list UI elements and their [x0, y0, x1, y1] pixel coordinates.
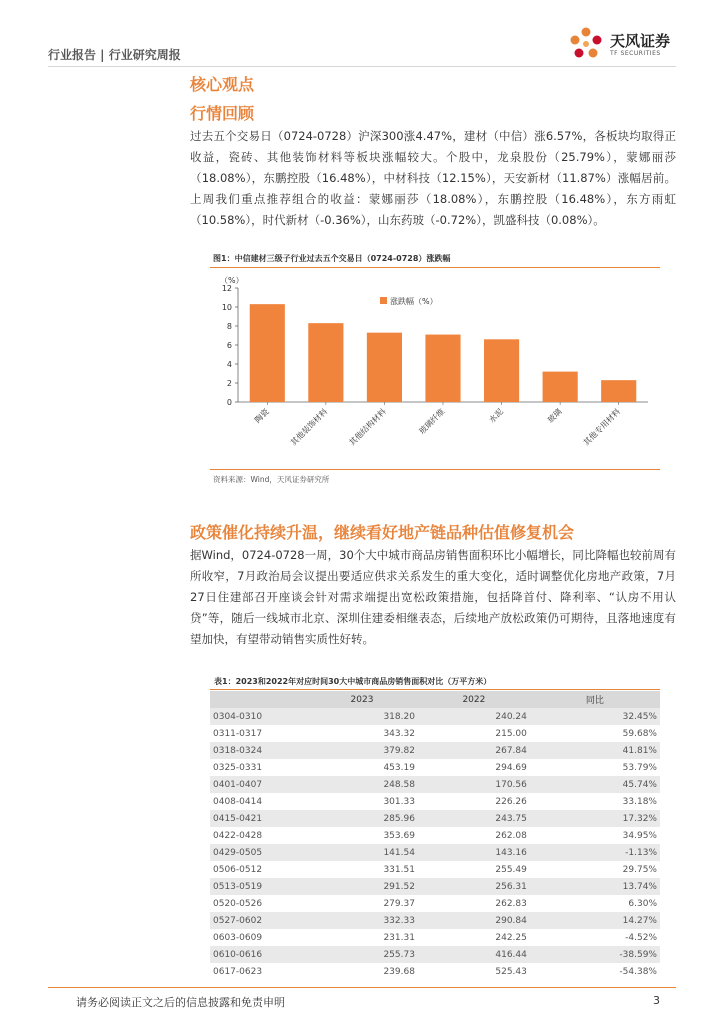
table-cell: 0527-0602: [210, 912, 306, 929]
table-cell: 141.54: [306, 844, 418, 861]
table-header-cell: 同比: [530, 691, 660, 708]
table-cell: 0603-0609: [210, 929, 306, 946]
sales-area-table: [210, 691, 660, 980]
table-row: [210, 793, 660, 810]
bar-3: [425, 335, 460, 402]
table-cell: 267.84: [418, 742, 530, 759]
table-cell: 231.31: [306, 929, 418, 946]
table-cell: 14.27%: [530, 912, 660, 929]
y-tick-label: 6: [226, 341, 232, 350]
figure-source: 资料来源：Wind，天风证券研究所: [213, 475, 330, 484]
legend-label: 涨跌幅（%）: [390, 297, 438, 306]
bar-2: [367, 333, 402, 402]
table-cell: 17.32%: [530, 810, 660, 827]
table-header-cell: [210, 691, 306, 708]
table-cell: 262.83: [418, 895, 530, 912]
table-row: [210, 810, 660, 827]
table-cell: 29.75%: [530, 861, 660, 878]
table-cell: 255.49: [418, 861, 530, 878]
table-cell: 0617-0623: [210, 963, 306, 980]
table-cell: 226.26: [418, 793, 530, 810]
table-header-row: [210, 691, 660, 708]
table-caption: 表1：2023和2022年对应时间30大中城市商品房销售面积对比（万平方米）: [214, 677, 492, 686]
table-cell: 0415-0421: [210, 810, 306, 827]
table-row: [210, 759, 660, 776]
bar-chart: [210, 270, 660, 466]
table-cell: -1.13%: [530, 844, 660, 861]
table-cell: 262.08: [418, 827, 530, 844]
bar-0: [250, 304, 285, 402]
table-cell: 0506-0512: [210, 861, 306, 878]
table-header-cell: 2022: [418, 691, 530, 708]
table-cell: 143.16: [418, 844, 530, 861]
y-tick-label: 12: [221, 284, 232, 293]
table-row: [210, 776, 660, 793]
figure-caption: 图1：中信建材三级子行业过去五个交易日（0724-0728）涨跌幅: [213, 254, 451, 263]
table-cell: 240.24: [418, 708, 530, 725]
table-cell: 379.82: [306, 742, 418, 759]
footer-disclaimer: 请务必阅读正文之后的信息披露和免责申明: [76, 996, 285, 1009]
table-cell: 0429-0505: [210, 844, 306, 861]
table-cell: 0304-0310: [210, 708, 306, 725]
report-type-label: 行业报告 | 行业研究周报: [48, 48, 181, 62]
table-cell: 0311-0317: [210, 725, 306, 742]
table-cell: 53.79%: [530, 759, 660, 776]
policy-paragraph: 据Wind，0724-0728一周，30个大中城市商品房销售面积环比小幅增长，同比降幅也较前周有所收窄，7月政治局会议提出要适应供求关系发生的重大变化，适时调整优化房地产政策，7月27日住建部召开座谈会针对需求端提出宽松政策措施，包括降首付、降利率、“认房不用认贷”等，随后一线城市北京、深圳住建委相继表态，后续地产放松政策仍可期待，且落地速度有望加快，有望带动销售实质性好转。: [190, 548, 676, 646]
table-row: [210, 963, 660, 980]
table-cell: 318.20: [306, 708, 418, 725]
table-cell: 34.95%: [530, 827, 660, 844]
section-title-core-view: 核心观点: [190, 75, 255, 94]
table-cell: 59.68%: [530, 725, 660, 742]
bar-4: [484, 339, 519, 402]
x-tick-label: 玻璃: [545, 407, 564, 425]
x-tick-label: 其他专用材料: [581, 407, 623, 448]
table-row: [210, 725, 660, 742]
footer-divider: [48, 987, 676, 988]
table-row: [210, 861, 660, 878]
table-cell: 0610-0616: [210, 946, 306, 963]
table-cell: 170.56: [418, 776, 530, 793]
table-cell: 248.58: [306, 776, 418, 793]
table-cell: 0318-0324: [210, 742, 306, 759]
table-cell: 332.33: [306, 912, 418, 929]
table-cell: 290.84: [418, 912, 530, 929]
table-row: [210, 708, 660, 725]
chart-bars: [250, 304, 637, 402]
company-logo-english: TF SECURITIES: [610, 50, 661, 57]
table-cell: 331.51: [306, 861, 418, 878]
legend-swatch: [380, 297, 387, 304]
table-cell: 0325-0331: [210, 759, 306, 776]
table-cell: -38.59%: [530, 946, 660, 963]
table-cell: 256.31: [418, 878, 530, 895]
figure-bottom-rule: [210, 469, 660, 470]
market-review-paragraph: 过去五个交易日（0724-0728）沪深300涨4.47%，建材（中信）涨6.57%，各板块均取得正收益，瓷砖、其他装饰材料等板块涨幅较大。个股中，龙泉股份（25.79%），蒙娜丽莎（18.08%），东鹏控股（16.48%），中材科技（12.15%），天安新材（11.87%）涨幅居前。上周我们重点推荐组合的收益：蒙娜丽莎（18.08%），东鹏控股（16.48%），东方雨虹（10.58%），时代新材（-0.36%），山东药玻（-0.72%），凯盛科技（0.08%）。: [190, 129, 676, 227]
table-cell: 33.18%: [530, 793, 660, 810]
figure-top-rule: [210, 267, 660, 268]
y-tick-label: 4: [226, 360, 232, 369]
table-top-rule: [210, 689, 660, 690]
section-title-policy: 政策催化持续升温，继续看好地产链品种估值修复机会: [190, 523, 575, 542]
x-tick-label: 其他装饰材料: [288, 407, 330, 448]
table-cell: 242.25: [418, 929, 530, 946]
x-tick-label: 陶瓷: [253, 407, 271, 425]
table-row: [210, 929, 660, 946]
table-row: [210, 878, 660, 895]
table-cell: 285.96: [306, 810, 418, 827]
table-cell: -54.38%: [530, 963, 660, 980]
chart-legend: [380, 296, 438, 306]
table-cell: 243.75: [418, 810, 530, 827]
table-cell: 0401-0407: [210, 776, 306, 793]
y-unit-label: （%）: [220, 276, 244, 285]
table-cell: 0513-0519: [210, 878, 306, 895]
table-row: [210, 946, 660, 963]
table-cell: 239.68: [306, 963, 418, 980]
table-row: [210, 742, 660, 759]
y-tick-label: 0: [226, 398, 232, 407]
table-cell: 215.00: [418, 725, 530, 742]
table-row: [210, 827, 660, 844]
table-cell: 13.74%: [530, 878, 660, 895]
header-divider: [48, 66, 676, 67]
table-cell: 45.74%: [530, 776, 660, 793]
table-row: [210, 912, 660, 929]
table-cell: 41.81%: [530, 742, 660, 759]
table-row: [210, 895, 660, 912]
table-cell: 294.69: [418, 759, 530, 776]
table-cell: 279.37: [306, 895, 418, 912]
x-tick-label: 水泥: [487, 407, 505, 425]
y-tick-label: 2: [226, 379, 232, 388]
bar-5: [543, 372, 578, 402]
table-row: [210, 844, 660, 861]
y-tick-label: 10: [221, 303, 232, 312]
section-title-market-review: 行情回顾: [190, 104, 255, 123]
table-cell: 416.44: [418, 946, 530, 963]
y-tick-label: 8: [226, 322, 232, 331]
x-tick-label: 玻璃纤维: [417, 407, 447, 437]
table-cell: 255.73: [306, 946, 418, 963]
table-header-cell: 2023: [306, 691, 418, 708]
table-cell: 6.30%: [530, 895, 660, 912]
table-cell: 0520-0526: [210, 895, 306, 912]
table-cell: 453.19: [306, 759, 418, 776]
bar-6: [601, 380, 636, 402]
x-tick-label: 其他结构材料: [347, 407, 388, 448]
table-cell: 291.52: [306, 878, 418, 895]
table-cell: 301.33: [306, 793, 418, 810]
table-cell: 353.69: [306, 827, 418, 844]
table-cell: 525.43: [418, 963, 530, 980]
table-cell: 0422-0428: [210, 827, 306, 844]
table-cell: -4.52%: [530, 929, 660, 946]
page-number: 3: [653, 994, 660, 1007]
company-logo-name: 天风证券: [610, 32, 671, 50]
table-cell: 32.45%: [530, 708, 660, 725]
table-cell: 343.32: [306, 725, 418, 742]
bar-1: [308, 323, 343, 402]
table-cell: 0408-0414: [210, 793, 306, 810]
